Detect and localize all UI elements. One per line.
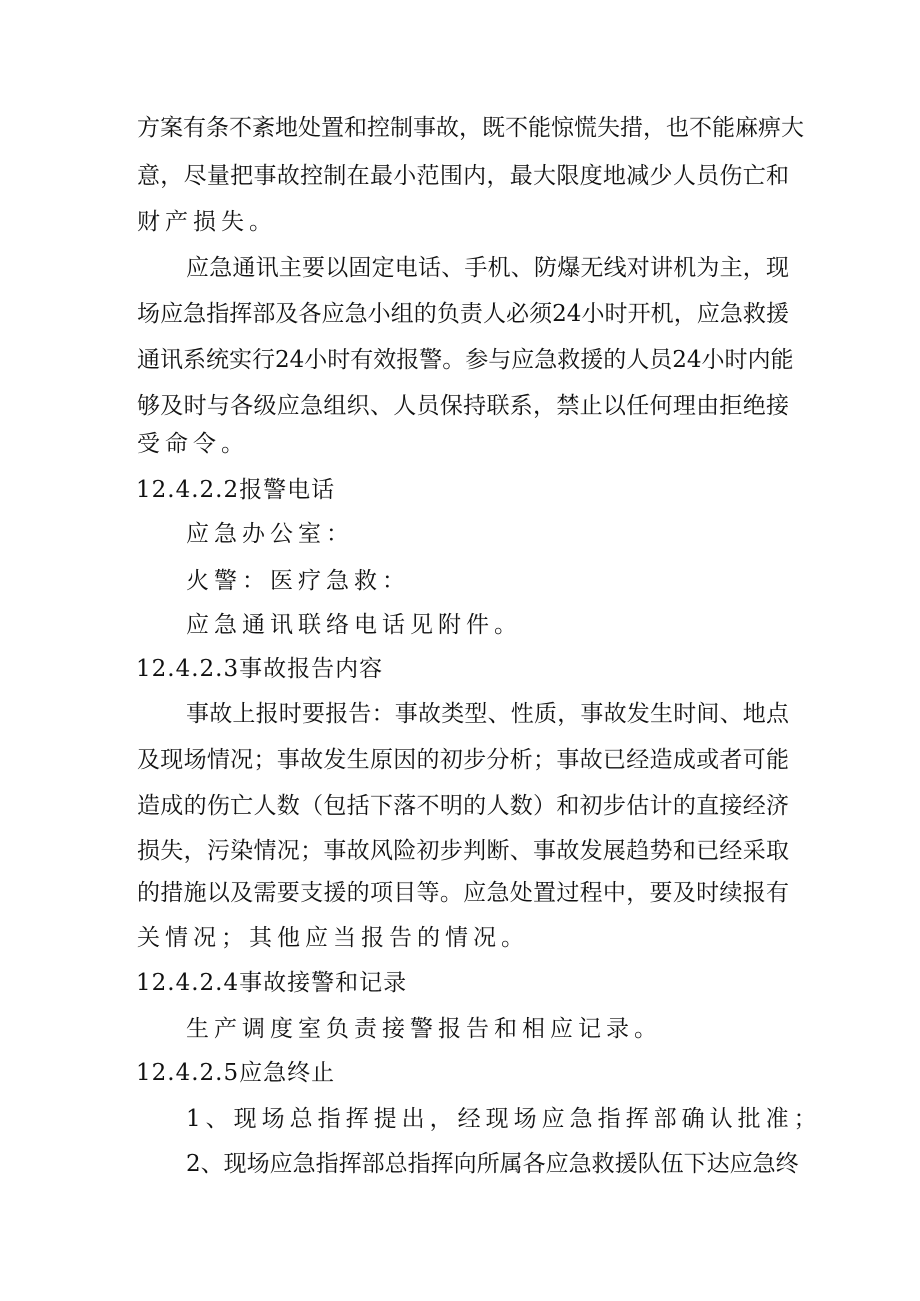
paragraph-line: 造成的伤亡人数（包括下落不明的人数）和初步估计的直接经济: [137, 793, 789, 819]
list-item: 1、现场总指挥提出，经现场应急指挥部确认批准；: [186, 1106, 822, 1132]
paragraph-line: 损失，污染情况；事故风险初步判断、事故发展趋势和已经采取: [137, 838, 789, 864]
paragraph-line: 事故上报时要报告：事故类型、性质，事故发生时间、地点: [186, 701, 789, 727]
emergency-office-label: 应急办公室：: [186, 521, 354, 547]
paragraph-line: 通讯系统实行24小时有效报警。参与应急救援的人员24小时内能: [137, 347, 794, 373]
paragraph-line: 意，尽量把事故控制在最小范围内，最大限度地减少人员伤亡和: [137, 163, 789, 189]
paragraph-line: 场应急指挥部及各应急小组的负责人必须24小时开机，应急救援: [137, 301, 789, 327]
section-heading-emergency-termination: 12.4.2.5应急终止: [136, 1060, 336, 1086]
contact-note: 应急通讯联络电话见附件。: [186, 612, 522, 638]
section-heading-alarm-receive: 12.4.2.4事故接警和记录: [136, 970, 408, 996]
list-item: 2、现场应急指挥部总指挥向所属各应急救援队伍下达应急终: [186, 1151, 799, 1177]
paragraph-line: 够及时与各级应急组织、人员保持联系，禁止以任何理由拒绝接: [137, 393, 789, 419]
fire-medical-label: 火警：医疗急救：: [186, 568, 410, 594]
section-heading-report-content: 12.4.2.3事故报告内容: [136, 656, 384, 682]
paragraph-line: 生产调度室负责接警报告和相应记录。: [186, 1016, 662, 1042]
paragraph-line: 财产损失。: [137, 209, 277, 235]
paragraph-line: 应急通讯主要以固定电话、手机、防爆无线对讲机为主，现: [186, 255, 789, 281]
paragraph-line: 方案有条不紊地处置和控制事故，既不能惊慌失措，也不能麻痹大: [137, 115, 804, 141]
paragraph-line: 关情况；其他应当报告的情况。: [137, 925, 529, 951]
paragraph-line: 受命令。: [137, 431, 249, 457]
paragraph-line: 的措施以及需要支援的项目等。应急处置过程中，要及时续报有: [137, 880, 789, 906]
section-heading-alarm-phone: 12.4.2.2报警电话: [136, 477, 336, 503]
paragraph-line: 及现场情况；事故发生原因的初步分析；事故已经造成或者可能: [137, 747, 789, 773]
